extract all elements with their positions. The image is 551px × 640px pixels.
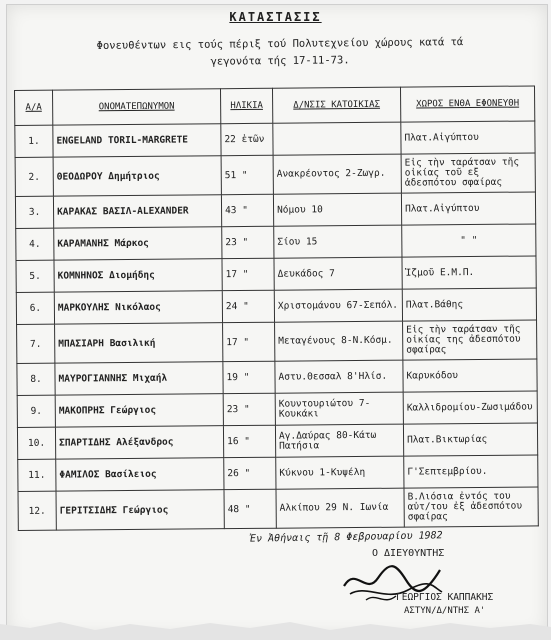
row-num: 1. bbox=[15, 125, 53, 157]
row-address: Κουντουριώτου 7-Κουκάκι bbox=[275, 392, 403, 425]
row-name: ΜΑΡΚΟΥΛΗΣ Νικόλαος bbox=[54, 291, 222, 324]
row-name: ΣΠΑΡΤΙΔΗΣ Αλέξανδρος bbox=[55, 426, 223, 459]
row-place: Καρυκόδου bbox=[403, 359, 537, 392]
torn-paper-edge bbox=[0, 618, 551, 640]
signer-role: Ο ΔΙΕΥΘΥΝΤΗΣ bbox=[372, 548, 445, 559]
row-age: 17 " bbox=[222, 258, 274, 290]
row-name: ΦΑΜΙΛΟΣ Βασίλειος bbox=[56, 458, 224, 491]
row-place: Β.Λιόσια ἐντός του αὐτ/του ἐξ ἀδεσπότου σφαίρας bbox=[404, 487, 538, 527]
header-address: Δ/ΝΣΙΣ ΚΑΤΟΙΚΙΑΣ bbox=[272, 87, 400, 123]
row-place: Εἰς τὴν ταράτσαν τῆς οἰκίας της ἀδεσπότου σφαίρας bbox=[403, 320, 537, 360]
row-num: 11. bbox=[18, 459, 56, 491]
table-row bbox=[18, 455, 538, 492]
row-age: 26 " bbox=[224, 457, 276, 489]
row-num: 6. bbox=[16, 292, 54, 324]
row-name: ΜΑΥΡΟΓΙΑΝΝΗΣ Μιχαήλ bbox=[55, 362, 223, 395]
document-subtitle bbox=[40, 33, 520, 72]
casualty-table bbox=[14, 85, 539, 531]
subtitle-line-1: Φονευθέντων εις τούς πέριξ τού Πολυτεχνείου χώρους κατά τά bbox=[96, 36, 464, 52]
row-place: Καλλιδρομίου-Ζωσιμάδου bbox=[403, 391, 537, 424]
row-num: 12. bbox=[18, 491, 56, 530]
header-age: ΗΛΙΚΙΑ bbox=[220, 88, 272, 123]
row-num: 7. bbox=[17, 324, 55, 363]
row-num: 4. bbox=[16, 228, 54, 260]
row-age: 23 " bbox=[223, 393, 275, 425]
table-row bbox=[15, 121, 535, 158]
row-address: Αλκίπου 29 Ν. Ιωνία bbox=[276, 488, 404, 528]
row-address: Σίου 15 bbox=[274, 225, 402, 258]
row-age: 24 " bbox=[222, 290, 274, 322]
row-age: 43 " bbox=[221, 194, 273, 226]
header-num: Α/Α bbox=[15, 90, 53, 125]
row-place: Πλατ.Βάθης bbox=[402, 288, 536, 321]
table-row bbox=[17, 391, 537, 428]
table-header-row bbox=[15, 86, 535, 126]
row-name: ΚΑΡΑΚΑΣ ΒΑΣΙΛ-ALEXANDER bbox=[53, 195, 221, 228]
table-row bbox=[17, 320, 537, 364]
row-address: Αγ.Δαύρας 80-Κάτω Πατήσια bbox=[275, 424, 403, 457]
row-age: 23 " bbox=[222, 226, 274, 258]
row-num: 8. bbox=[17, 363, 55, 395]
row-name: ΜΑΚΟΠΡΗΣ Γεώργιος bbox=[55, 394, 223, 427]
row-address: Νόμου 10 bbox=[273, 193, 401, 226]
row-num: 2. bbox=[15, 157, 53, 196]
table-row bbox=[15, 153, 535, 197]
row-age: 22 ἐτῶν bbox=[221, 123, 273, 155]
row-age: 16 " bbox=[223, 425, 275, 457]
row-place: Πλατ.Αἰγύπτου bbox=[401, 121, 535, 154]
row-place: Πλατ.Αἰγύπτου bbox=[401, 192, 535, 225]
table-row bbox=[16, 224, 536, 261]
row-name: ENGELAND TORIL-MARGRETE bbox=[53, 124, 221, 157]
row-name: ΓΕΡΙΤΣΙΔΗΣ Γεώργιος bbox=[56, 490, 224, 530]
row-place: Ἰζμοῦ Ε.Μ.Π. bbox=[402, 256, 536, 289]
row-num: 3. bbox=[15, 196, 53, 228]
signer-department: ΑΣΤΥΝ/Δ/ΝΤΗΣ Α' bbox=[404, 606, 486, 616]
header-place: ΧΩΡΟΣ ΕΝΘΑ ΕΦΟΝΕΥΘΗ bbox=[400, 86, 534, 122]
document-date: Ἐν Ἀθήναις τῇ 8 Φεβρουαρίου 1982 bbox=[249, 530, 443, 545]
row-place: Πλατ.Βικτωρίας bbox=[403, 423, 537, 456]
table-row bbox=[17, 423, 537, 460]
row-address: Ανακρέοντος 2-Ζωγρ. bbox=[273, 154, 401, 194]
row-name: ΜΠΑΣΙΑΡΗ Βασιλική bbox=[55, 323, 223, 363]
row-name: ΚΑΡΑΜΑΝΗΣ Μάρκος bbox=[54, 227, 222, 260]
row-address: Κύκνου 1-Κυψέλη bbox=[276, 456, 404, 489]
row-address bbox=[273, 122, 401, 155]
row-age: 51 " bbox=[221, 155, 273, 194]
row-num: 9. bbox=[17, 395, 55, 427]
row-place: " " bbox=[402, 224, 536, 257]
table-row bbox=[16, 256, 536, 293]
row-place: Γ'Σεπτεμβρίου. bbox=[404, 455, 538, 488]
row-name: ΚΟΜΝΗΝΟΣ Διομήδης bbox=[54, 259, 222, 292]
row-address: Δευκάδος 7 bbox=[274, 257, 402, 290]
row-num: 5. bbox=[16, 260, 54, 292]
row-age: 19 " bbox=[223, 361, 275, 393]
row-num: 10. bbox=[17, 427, 55, 459]
document-title: ΚΑΤΑΣΤΑΣΙΣ bbox=[229, 10, 322, 24]
row-age: 48 " bbox=[224, 489, 276, 528]
row-address: Μεταγένους 8-Ν.Κόσμ. bbox=[275, 321, 403, 361]
table-row bbox=[16, 288, 536, 325]
row-place: Εἰς τὴν ταράτσαν τῆς οἰκίας τοῦ εξ ἀδεσπότου σφαίρας bbox=[401, 153, 535, 193]
row-age: 17 " bbox=[223, 322, 275, 361]
subtitle-line-2: γεγονότα τής 17-11-73. bbox=[210, 54, 350, 68]
table-row bbox=[17, 359, 537, 396]
signer-name: ΓΕΩΡΓΙΟΣ ΚΑΠΠΑΚΗΣ bbox=[396, 592, 494, 603]
table-row bbox=[18, 487, 538, 531]
table-row bbox=[15, 192, 535, 229]
header-name: ΟΝΟΜΑΤΕΠΩΝΥΜΟΝ bbox=[53, 89, 221, 125]
row-address: Χριστομάνου 67-Σεπόλ. bbox=[274, 289, 402, 322]
row-address: Αστυ.Θεσσαλ 8'Ηλίσ. bbox=[275, 360, 403, 393]
row-name: ΘΕΟΔΩΡΟΥ Δημήτριος bbox=[53, 156, 221, 196]
